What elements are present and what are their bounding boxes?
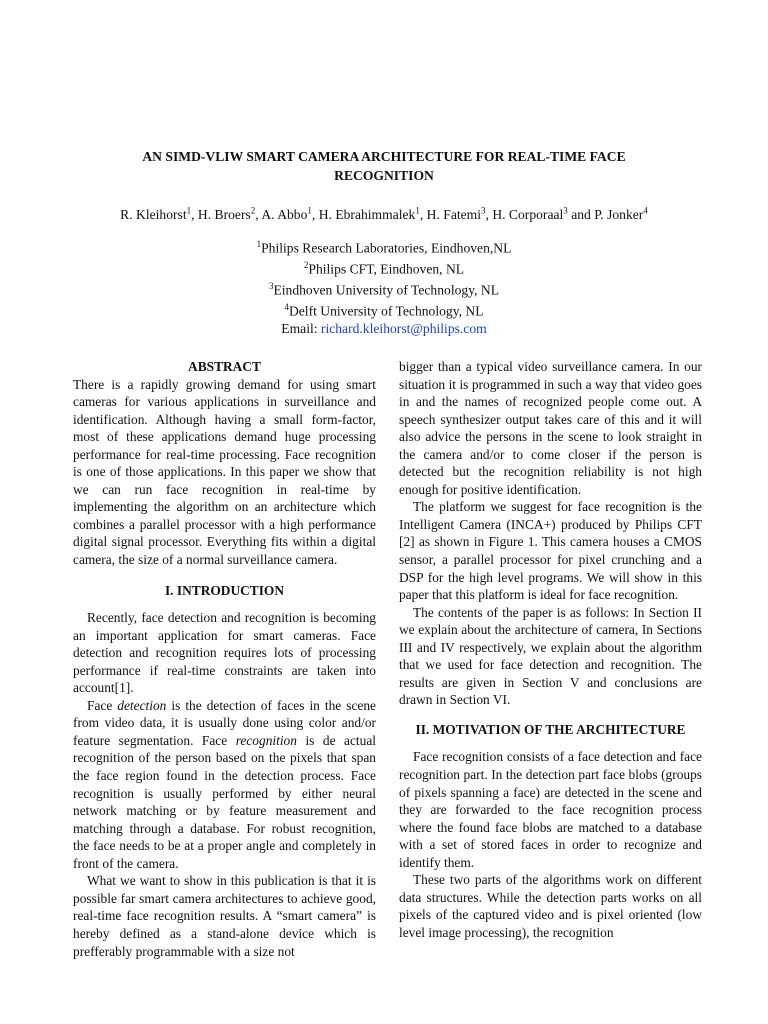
motivation-heading: II. MOTIVATION OF THE ARCHITECTURE	[415, 721, 686, 737]
email-line	[100, 320, 668, 337]
author: H. Broers$^2$,	[197, 205, 262, 222]
motivation-paragraph-1: Face recognition consists of a face detection and face recognition part. In the detection part face blobs (groups of pixels spanning a face) are detected in the scene and they are forwarded to the face recognition process where the found face blobs are matched to a database with a set of stored faces in order to recognize and identify them.	[399, 749, 702, 870]
abstract-text: There is a rapidly growing demand for using smart cameras for various applications in surveillance and identification. Although having a small form-factor, most of these applications demand huge processing performance for real-time processing. Face recognition is one of those applications. In this paper we show that we can run face recognition in real-time by implementing the algorithm on an architecture which combines a parallel processor with a high performance digital signal processor. Everything fits within a digital camera, the size of a normal surveillance camera.	[73, 376, 376, 568]
author: A. Abbo$^1$,	[261, 205, 319, 222]
author: H. Fatemi$^3$,	[426, 205, 493, 222]
intro-paragraph-3: What we want to show in this publication is that it is possible far smart camera architectures to achieve good, real-time face recognition results. A “smart camera” is hereby defined as a stand-alone device which is prefferably programmable with a size not	[73, 873, 376, 959]
affiliation: $^4$Delft University of Technology, NL	[284, 301, 484, 319]
intro-paragraph-6: The contents of the paper is as follows: In Section II we explain about the architecture of camera, In Sections III and IV respectively, we explain about the algorithm that we used for face detection and recognition. The results are given in Section V and conclusions are drawn in Section VI.	[399, 604, 702, 708]
paper-title	[60, 147, 708, 185]
affiliation: $^1$Philips Research Laboratories, Eindhoven,NL	[256, 239, 512, 256]
abstract-heading: ABSTRACT	[188, 359, 261, 374]
intro-paragraph-4: bigger than a typical video surveillance camera. In our situation it is programmed in such a way that video goes in and the names of recognized people come out. A speech synthesizer output takes care of this and it will also advice the persons in the scene to look straight in the camera and/or to come closer if the person is detected but the recognition reliability is not high enough for positive identification.	[399, 359, 702, 497]
affiliation: $^3$Eindhoven University of Technology, NL	[268, 280, 500, 298]
intro-paragraph-5: The platform we suggest for face recognition is the Intelligent Camera (INCA+) produced by Philips CFT [2] as shown in Figure 1. This camera houses a CMOS sensor, a parallel processor for pixel crunching and a DSP for the high level programs. We will show in this paper that this platform is ideal for face recognition.	[399, 499, 702, 603]
term-recognition: recognition	[235, 732, 297, 748]
title-line-2: RECOGNITION	[334, 168, 434, 183]
title-line-1: AN SIMD-VLIW SMART CAMERA ARCHITECTURE FOR REAL-TIME FACE	[142, 149, 626, 164]
author-list	[40, 201, 728, 224]
left-column	[73, 358, 376, 960]
term-detection: detection	[117, 697, 167, 713]
affiliation: $^2$Philips CFT, Eindhoven, NL	[303, 259, 465, 277]
author: P. Jonker$^4$	[594, 205, 648, 222]
author: H. Ebrahimmalek$^1$,	[318, 205, 427, 222]
email-label: Email:	[281, 320, 321, 336]
motivation-paragraph-2: These two parts of the algorithms work on different data structures. While the detection parts works on all pixels of the captured video and is pixel oriented (low level image processing), the recognition	[399, 872, 702, 940]
affiliations	[100, 236, 668, 337]
author: H. Corporaal$^3$ and	[492, 205, 595, 222]
email-link[interactable]: richard.kleihorst@philips.com	[320, 320, 487, 336]
introduction-heading: I. INTRODUCTION	[164, 582, 285, 598]
author: R. Kleihorst$^1$,	[120, 205, 198, 222]
right-column	[399, 358, 702, 942]
intro-paragraph-2: Face detection is the detection of faces in the scene from video data, it is usually done using color and/or feature segmentation. Face recognition is de actual recognition of the person based on the pixels that span the face region found in the detection process. Face recognition is usually performed by either neural network matching or by feature measurement and matching through a database. For robust recognition, the face needs to be at a proper angle and completely in front of the camera.	[73, 697, 376, 871]
intro-paragraph-1: Recently, face detection and recognition is becoming an important application for smart cameras. Face detection and recognition requires lots of processing performance if real-time constraints are taken into account[1].	[73, 610, 376, 696]
